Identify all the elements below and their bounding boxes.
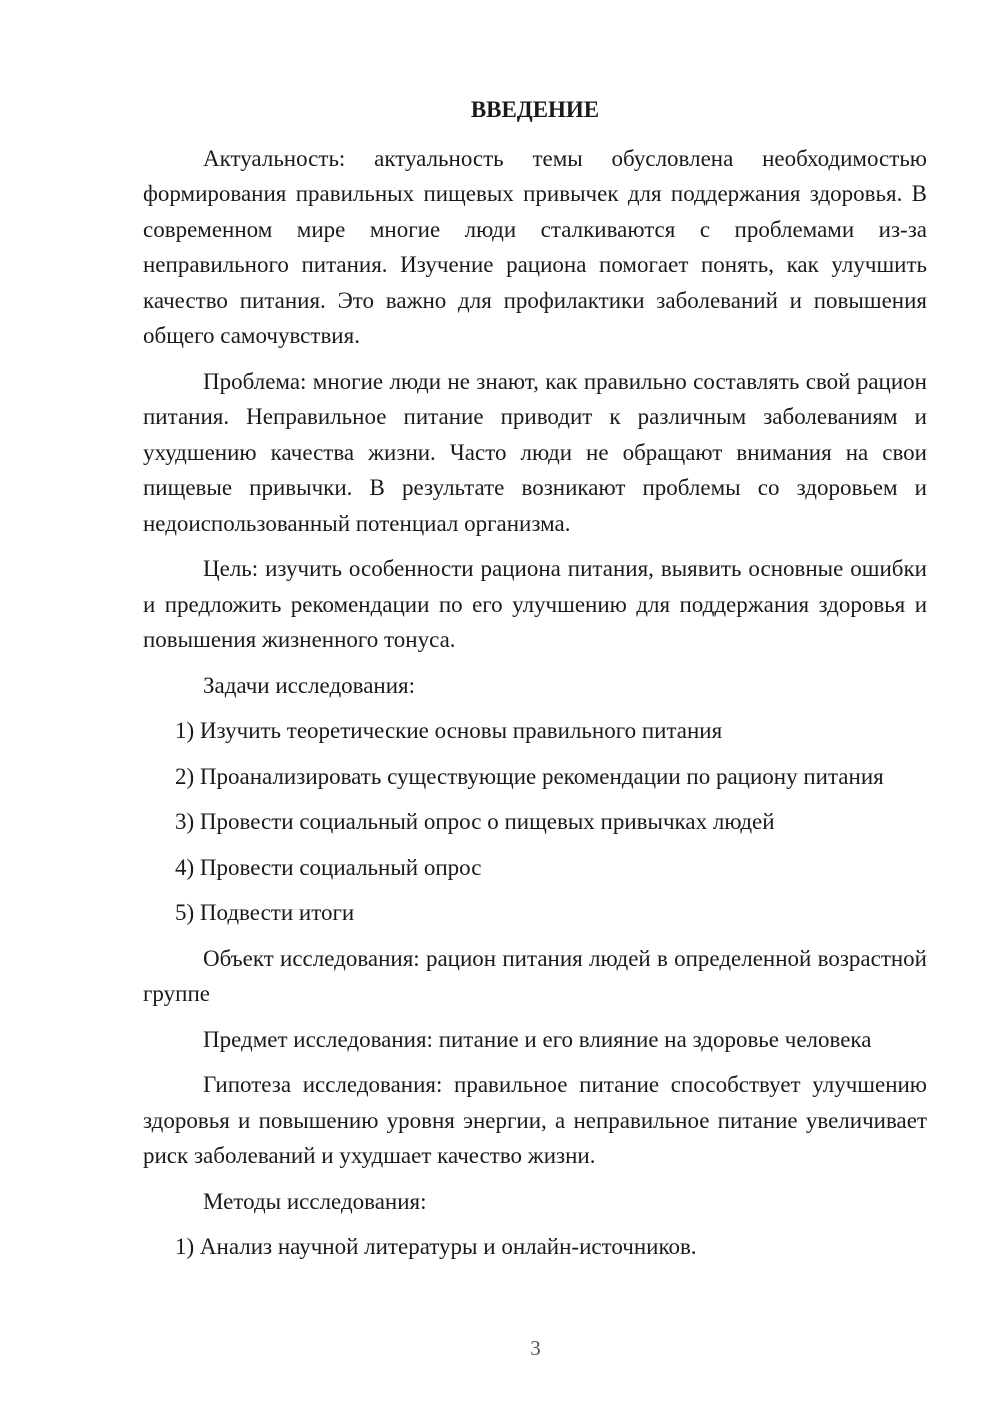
- tasks-title: Задачи исследования:: [203, 672, 416, 698]
- task-item: 4) Провести социальный опрос: [175, 854, 482, 880]
- document-page: [143, 92, 927, 1275]
- task-item: 1) Изучить теоретические основы правильного питания: [175, 718, 723, 743]
- problem-paragraph: Проблема: многие люди не знают, как правильно составлять свой рацион питания. Неправильное питание приводит к различным заболеваниям и ухудшению качества жизни. Часто люди не обращают внимания на свои пищевые привычки. В результате возникают проблемы со здоровьем и недоиспользованный потенциал организма.: [143, 368, 927, 536]
- subject-paragraph: Предмет исследования: питание и его влияние на здоровье человека: [203, 1026, 872, 1052]
- goal-paragraph: Цель: изучить особенности рациона питания, выявить основные ошибки и предложить рекомендации по его улучшению для поддержания здоровья и повышения жизненного тонуса.: [143, 556, 927, 652]
- methods-title: Методы исследования:: [203, 1188, 427, 1214]
- page-number: 3: [530, 1336, 541, 1360]
- method-item: 1) Анализ научной литературы и онлайн-источников.: [175, 1234, 697, 1259]
- object-paragraph: Объект исследования: рацион питания людей в определенной возрастной группе: [143, 945, 927, 1006]
- section-heading: ВВЕДЕНИЕ: [470, 97, 600, 122]
- task-item: 3) Провести социальный опрос о пищевых привычках людей: [175, 809, 775, 834]
- task-item: 2) Проанализировать существующие рекомендации по рациону питания: [175, 763, 884, 789]
- task-item: 5) Подвести итоги: [175, 900, 355, 925]
- hypothesis-paragraph: Гипотеза исследования: правильное питание способствует улучшению здоровья и повышению уровня энергии, а неправильное питание увеличивает риск заболеваний и ухудшает качество жизни.: [143, 1072, 927, 1168]
- relevance-paragraph: Актуальность: актуальность темы обусловлена необходимостью формирования правильных пищевых привычек для поддержания здоровья. В современном мире многие люди сталкиваются с проблемами из-за неправильного питания. Изучение рациона помогает понять, как улучшить качество питания. Это важно для профилактики заболеваний и повышения общего самочувствия.: [143, 145, 927, 348]
